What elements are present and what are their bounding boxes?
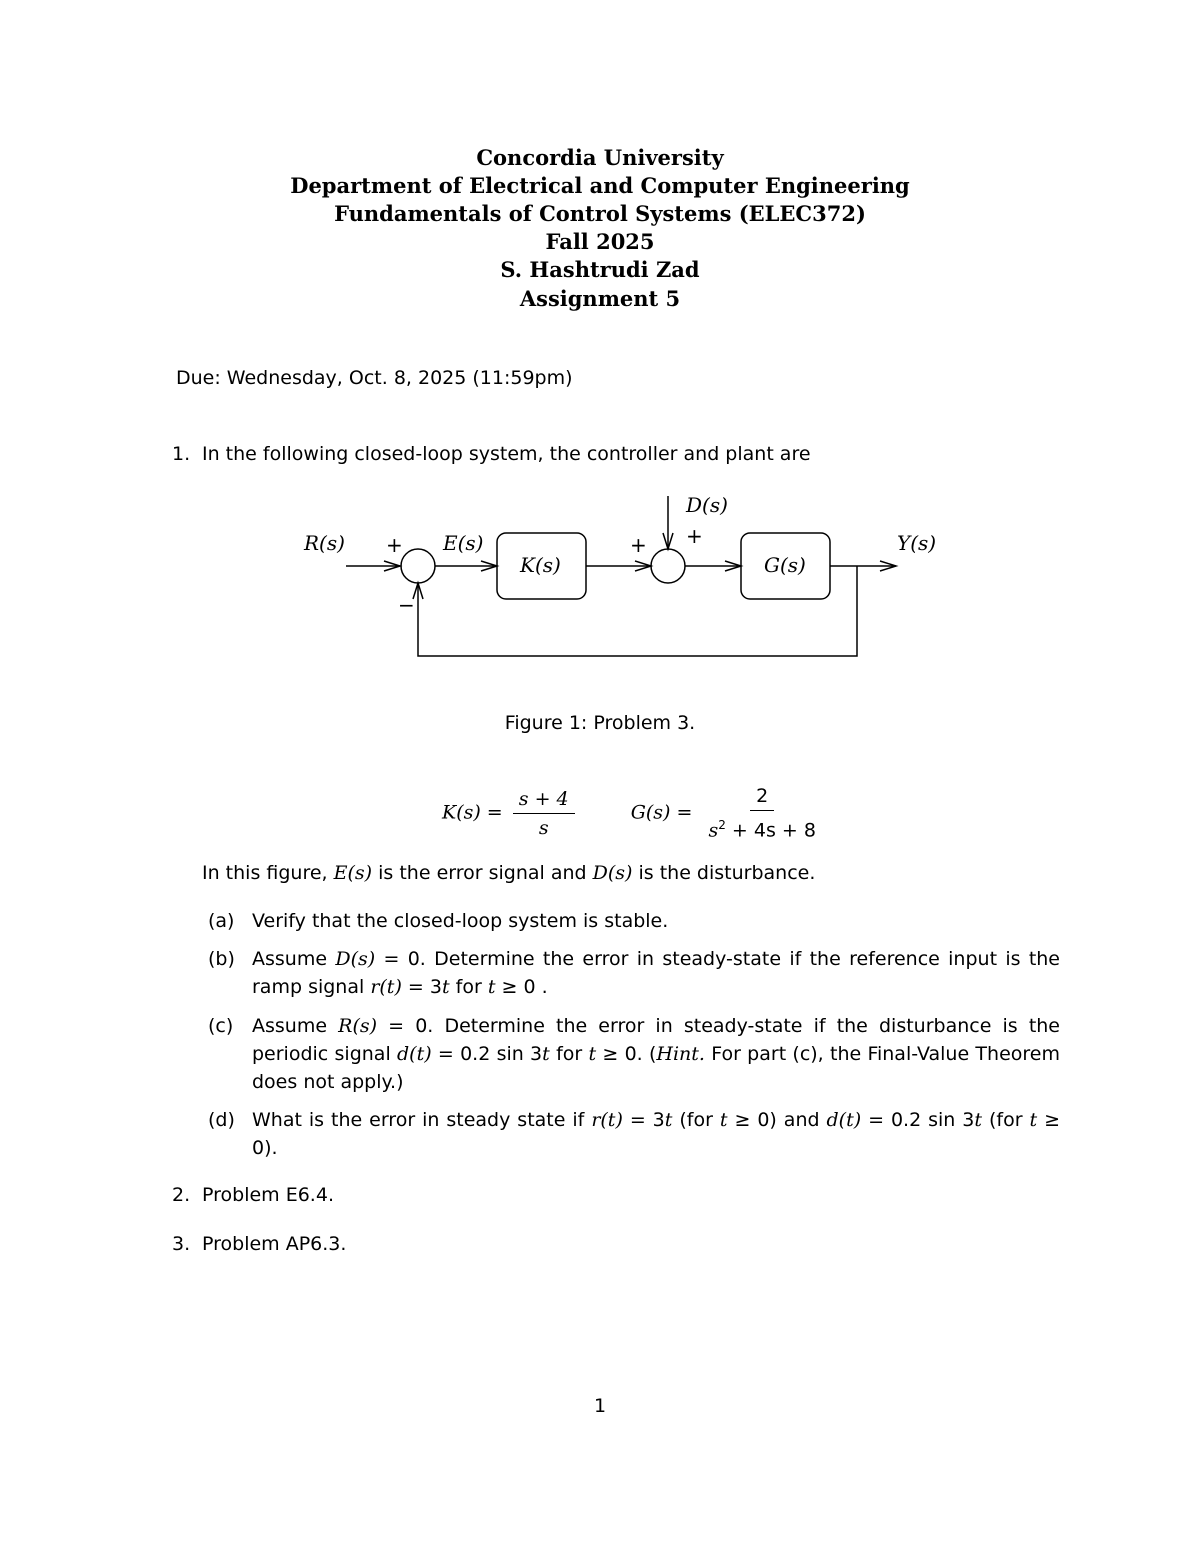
part-c-hint: Hint. xyxy=(656,1043,705,1065)
g-denominator xyxy=(702,811,821,842)
part-a-label: (a) xyxy=(208,910,235,932)
g-den-s: s xyxy=(708,819,719,842)
part-c-label: (c) xyxy=(208,1015,234,1037)
label-r: R(s) xyxy=(304,531,345,555)
part-c-text xyxy=(252,1012,1060,1096)
signal-plant-input-arrow xyxy=(725,561,741,571)
summing-junction-2 xyxy=(651,549,685,583)
part-d-t8: d(t) xyxy=(826,1109,862,1131)
figure-caption: Figure 1: Problem 3. xyxy=(504,712,696,734)
part-b-t1: Assume xyxy=(252,948,336,970)
part-c-t7: for xyxy=(549,1043,589,1065)
part-a-text: Verify that the closed-loop system is stable. xyxy=(252,910,669,932)
label-d: D(s) xyxy=(686,493,728,517)
g-fraction xyxy=(702,784,821,842)
part-d-t11: (for xyxy=(982,1109,1030,1131)
part-b-t7: for xyxy=(449,976,488,998)
part-c xyxy=(208,1012,1060,1096)
part-d-t12: t xyxy=(1029,1109,1038,1131)
g-equation-lhs: G(s) = xyxy=(630,801,693,824)
problem1-intro: In the following closed-loop system, the controller and plant are xyxy=(202,443,811,465)
part-c-t5: = 0.2 sin 3 xyxy=(431,1043,543,1065)
part-c-t1: Assume xyxy=(252,1015,339,1037)
transfer-functions xyxy=(442,784,826,842)
block-diagram xyxy=(0,0,1200,700)
part-d-t10: t xyxy=(974,1109,983,1131)
desc-text-1: In this figure, xyxy=(202,862,334,884)
part-c-t9: ≥ 0. ( xyxy=(596,1043,657,1065)
signal-y-arrow xyxy=(880,561,896,571)
g-den-rest: + 4s + 8 xyxy=(725,819,816,842)
signal-e-arrow xyxy=(481,561,497,571)
part-d-t3: = 3 xyxy=(622,1109,665,1131)
figure-description xyxy=(202,859,815,887)
part-c-t8: t xyxy=(588,1043,597,1065)
part-a xyxy=(208,907,1060,935)
part-d xyxy=(208,1106,1060,1162)
part-d-text xyxy=(252,1106,1060,1162)
k-fraction xyxy=(513,787,575,840)
header-instructor: S. Hashtrudi Zad xyxy=(500,257,700,282)
label-k: K(s) xyxy=(520,553,561,577)
k-numerator: s + 4 xyxy=(513,787,575,814)
part-b-t9: ≥ 0 . xyxy=(495,976,548,998)
desc-error-symbol: E(s) xyxy=(333,862,373,884)
label-minus: − xyxy=(398,593,415,617)
part-c-t6: t xyxy=(542,1043,550,1065)
part-b-label: (b) xyxy=(208,948,235,970)
problem2-text: Problem E6.4. xyxy=(202,1184,334,1206)
header-course: Fundamentals of Control Systems (ELEC372) xyxy=(334,201,866,226)
k-equation-lhs: K(s) = xyxy=(442,801,503,824)
signal-u-arrow xyxy=(635,561,651,571)
part-d-t7: ≥ 0) and xyxy=(727,1109,827,1131)
header-university: Concordia University xyxy=(476,145,724,170)
part-b-t6: t xyxy=(441,976,450,998)
label-e: E(s) xyxy=(443,531,484,555)
problem3-number: 3. xyxy=(172,1233,191,1255)
label-plus-d: + xyxy=(686,524,703,548)
feedback-path xyxy=(418,566,857,656)
problem2-number: 2. xyxy=(172,1184,191,1206)
part-d-label: (d) xyxy=(208,1109,235,1131)
label-g: G(s) xyxy=(764,553,806,577)
label-plus-r: + xyxy=(386,533,403,557)
part-c-t11: For part (c), the Final-Value Theorem does not apply.) xyxy=(252,1043,1060,1093)
part-b-text xyxy=(252,945,1060,1001)
part-d-t2: r(t) xyxy=(591,1109,623,1131)
k-denominator: s xyxy=(538,816,549,839)
g-den-exponent: 2 xyxy=(718,818,726,832)
part-c-t4: d(t) xyxy=(397,1043,432,1065)
header-term: Fall 2025 xyxy=(545,229,655,254)
part-b-t3: = 0. Determine the error in steady-state if the reference input is the ramp signal xyxy=(252,948,1060,998)
header-assignment: Assignment 5 xyxy=(519,286,681,311)
part-d-t6: t xyxy=(719,1109,728,1131)
part-b-t4: r(t) xyxy=(370,976,402,998)
signal-r-arrow xyxy=(384,561,400,571)
desc-text-3: is the disturbance. xyxy=(632,862,816,884)
signal-d-arrow xyxy=(663,533,673,549)
desc-disturbance-symbol: D(s) xyxy=(592,862,633,884)
summing-junction-1 xyxy=(401,549,435,583)
part-d-t9: = 0.2 sin 3 xyxy=(861,1109,975,1131)
part-c-t2: R(s) xyxy=(338,1015,378,1037)
part-d-t13: ≥ 0). xyxy=(252,1109,1060,1159)
part-d-t1: What is the error in steady state if xyxy=(252,1109,592,1131)
part-b-t5: = 3 xyxy=(401,976,442,998)
part-b xyxy=(208,945,1060,1001)
problem1-number: 1. xyxy=(172,443,191,465)
part-b-t8: t xyxy=(487,976,496,998)
due-date: Due: Wednesday, Oct. 8, 2025 (11:59pm) xyxy=(176,367,573,389)
label-y: Y(s) xyxy=(897,531,937,555)
part-b-t2: D(s) xyxy=(335,948,376,970)
part-d-t5: (for xyxy=(672,1109,720,1131)
part-d-t4: t xyxy=(664,1109,673,1131)
problem3-text: Problem AP6.3. xyxy=(202,1233,347,1255)
desc-text-2: is the error signal and xyxy=(372,862,593,884)
part-c-t3: = 0. Determine the error in steady-state if the disturbance is the periodic signal xyxy=(252,1015,1061,1065)
page-number: 1 xyxy=(593,1395,607,1417)
header-department: Department of Electrical and Computer Engineering xyxy=(290,173,910,198)
g-numerator: 2 xyxy=(750,784,774,811)
label-plus-u: + xyxy=(630,533,647,557)
